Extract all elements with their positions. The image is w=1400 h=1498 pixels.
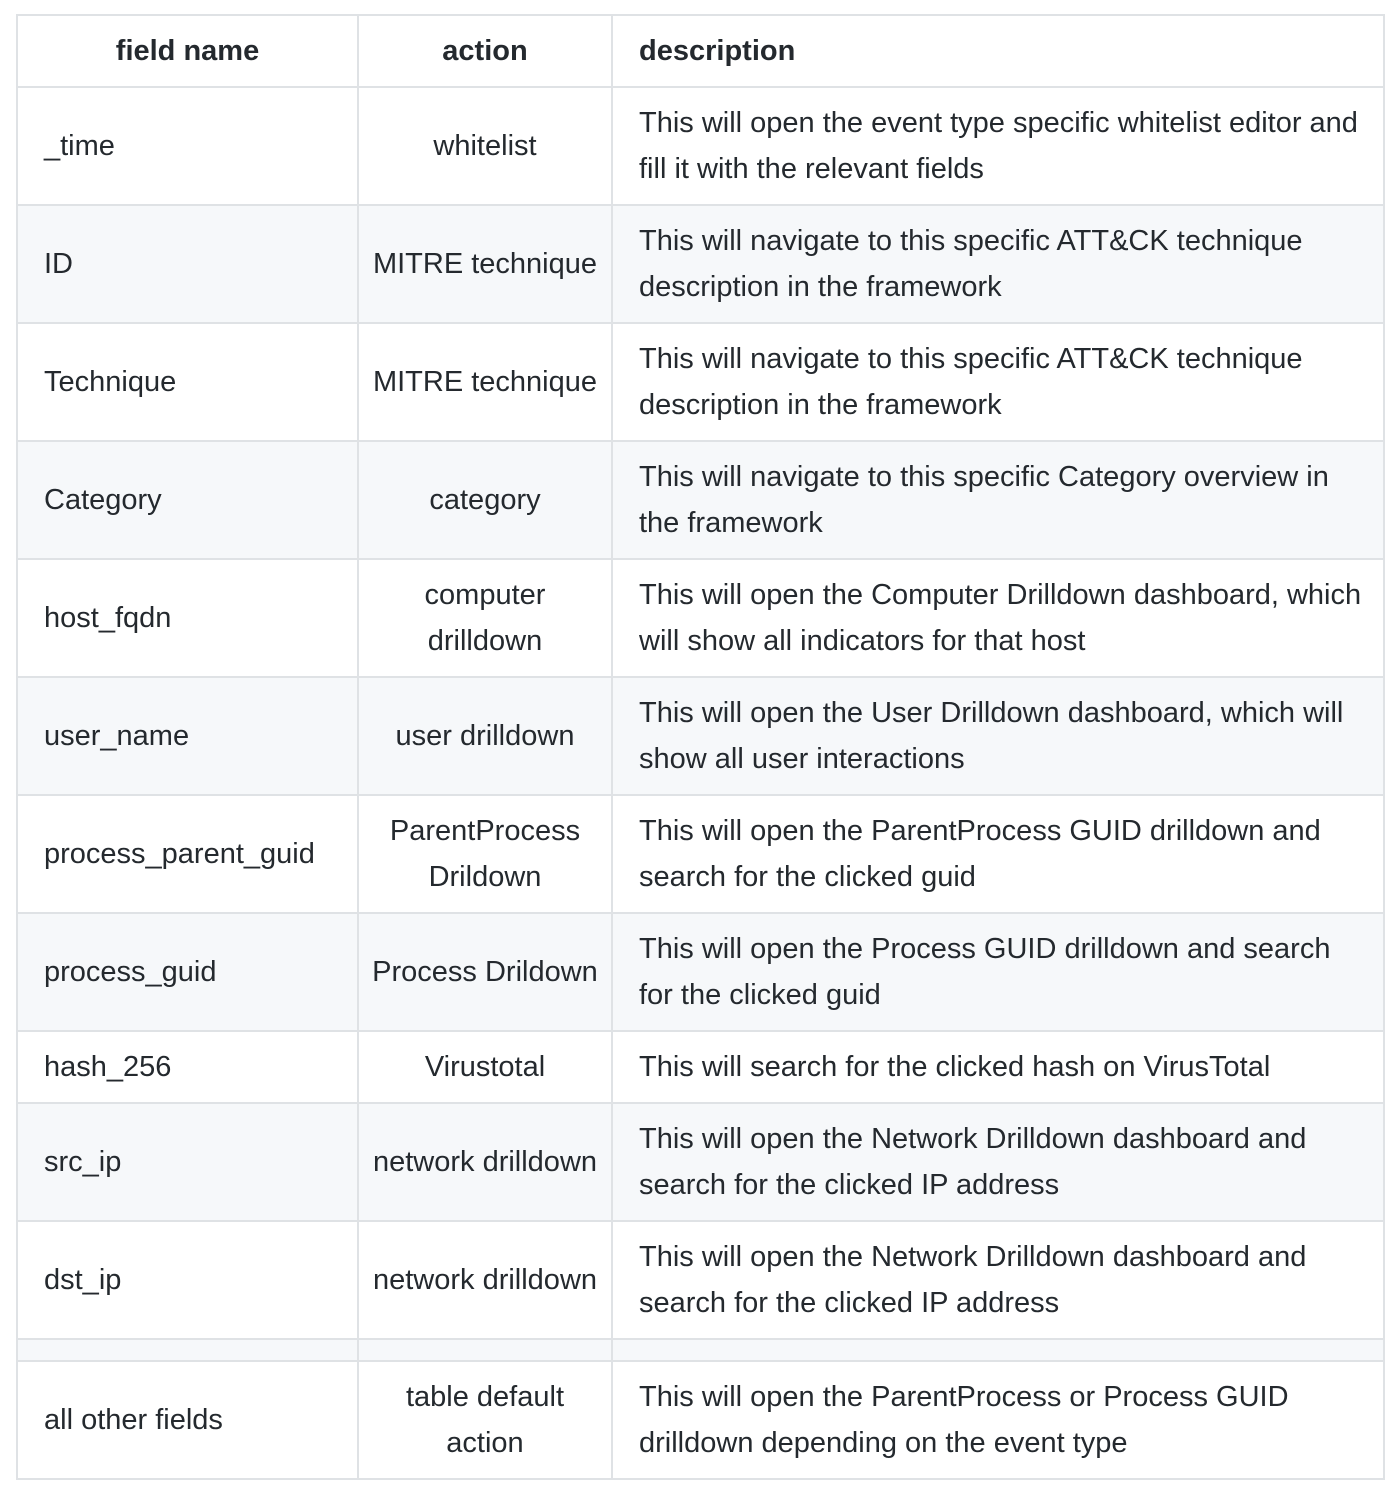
cell-description: This will open the ParentProcess or Process GUID drilldown depending on the event type — [612, 1361, 1384, 1479]
cell-field-name — [17, 1339, 358, 1361]
cell-description: This will navigate to this specific ATT&CK technique description in the framework — [612, 323, 1384, 441]
cell-description — [612, 1339, 1384, 1361]
cell-action: user drilldown — [358, 677, 612, 795]
cell-description: This will open the event type specific whitelist editor and fill it with the relevant fields — [612, 87, 1384, 205]
cell-action: ParentProcess Drildown — [358, 795, 612, 913]
table-row — [17, 559, 1384, 677]
empty-table-row — [17, 1339, 1384, 1361]
table-row — [17, 677, 1384, 795]
cell-field-name: src_ip — [17, 1103, 358, 1221]
cell-action: Virustotal — [358, 1031, 612, 1103]
table-row — [17, 795, 1384, 913]
cell-field-name: _time — [17, 87, 358, 205]
cell-description: This will navigate to this specific ATT&CK technique description in the framework — [612, 205, 1384, 323]
table-row — [17, 913, 1384, 1031]
cell-field-name: host_fqdn — [17, 559, 358, 677]
cell-action: network drilldown — [358, 1221, 612, 1339]
table-row — [17, 441, 1384, 559]
header-field-name: field name — [17, 15, 358, 87]
cell-field-name: user_name — [17, 677, 358, 795]
cell-field-name: all other fields — [17, 1361, 358, 1479]
table-row — [17, 1031, 1384, 1103]
cell-field-name: ID — [17, 205, 358, 323]
cell-action: whitelist — [358, 87, 612, 205]
field-actions-table — [16, 14, 1385, 1480]
table-row — [17, 205, 1384, 323]
cell-description: This will open the Network Drilldown dashboard and search for the clicked IP address — [612, 1103, 1384, 1221]
table-row — [17, 1361, 1384, 1479]
cell-action: Process Drildown — [358, 913, 612, 1031]
cell-action — [358, 1339, 612, 1361]
cell-field-name: Technique — [17, 323, 358, 441]
cell-action: MITRE technique — [358, 205, 612, 323]
table-row — [17, 1103, 1384, 1221]
cell-description: This will open the Computer Drilldown dashboard, which will show all indicators for that host — [612, 559, 1384, 677]
cell-description: This will search for the clicked hash on VirusTotal — [612, 1031, 1384, 1103]
cell-description: This will open the ParentProcess GUID drilldown and search for the clicked guid — [612, 795, 1384, 913]
table-row — [17, 1221, 1384, 1339]
header-row — [17, 15, 1384, 87]
cell-field-name: dst_ip — [17, 1221, 358, 1339]
cell-action: category — [358, 441, 612, 559]
cell-description: This will open the Process GUID drilldown and search for the clicked guid — [612, 913, 1384, 1031]
cell-field-name: process_parent_guid — [17, 795, 358, 913]
cell-field-name: hash_256 — [17, 1031, 358, 1103]
table-body — [17, 87, 1384, 1479]
cell-action: network drilldown — [358, 1103, 612, 1221]
table-row — [17, 323, 1384, 441]
cell-description: This will navigate to this specific Category overview in the framework — [612, 441, 1384, 559]
cell-description: This will open the Network Drilldown dashboard and search for the clicked IP address — [612, 1221, 1384, 1339]
header-description: description — [612, 15, 1384, 87]
cell-description: This will open the User Drilldown dashboard, which will show all user interactions — [612, 677, 1384, 795]
cell-action: MITRE technique — [358, 323, 612, 441]
table-header — [17, 15, 1384, 87]
cell-action: table default action — [358, 1361, 612, 1479]
cell-field-name: process_guid — [17, 913, 358, 1031]
cell-field-name: Category — [17, 441, 358, 559]
header-action: action — [358, 15, 612, 87]
table-row — [17, 87, 1384, 205]
cell-action: computer drilldown — [358, 559, 612, 677]
